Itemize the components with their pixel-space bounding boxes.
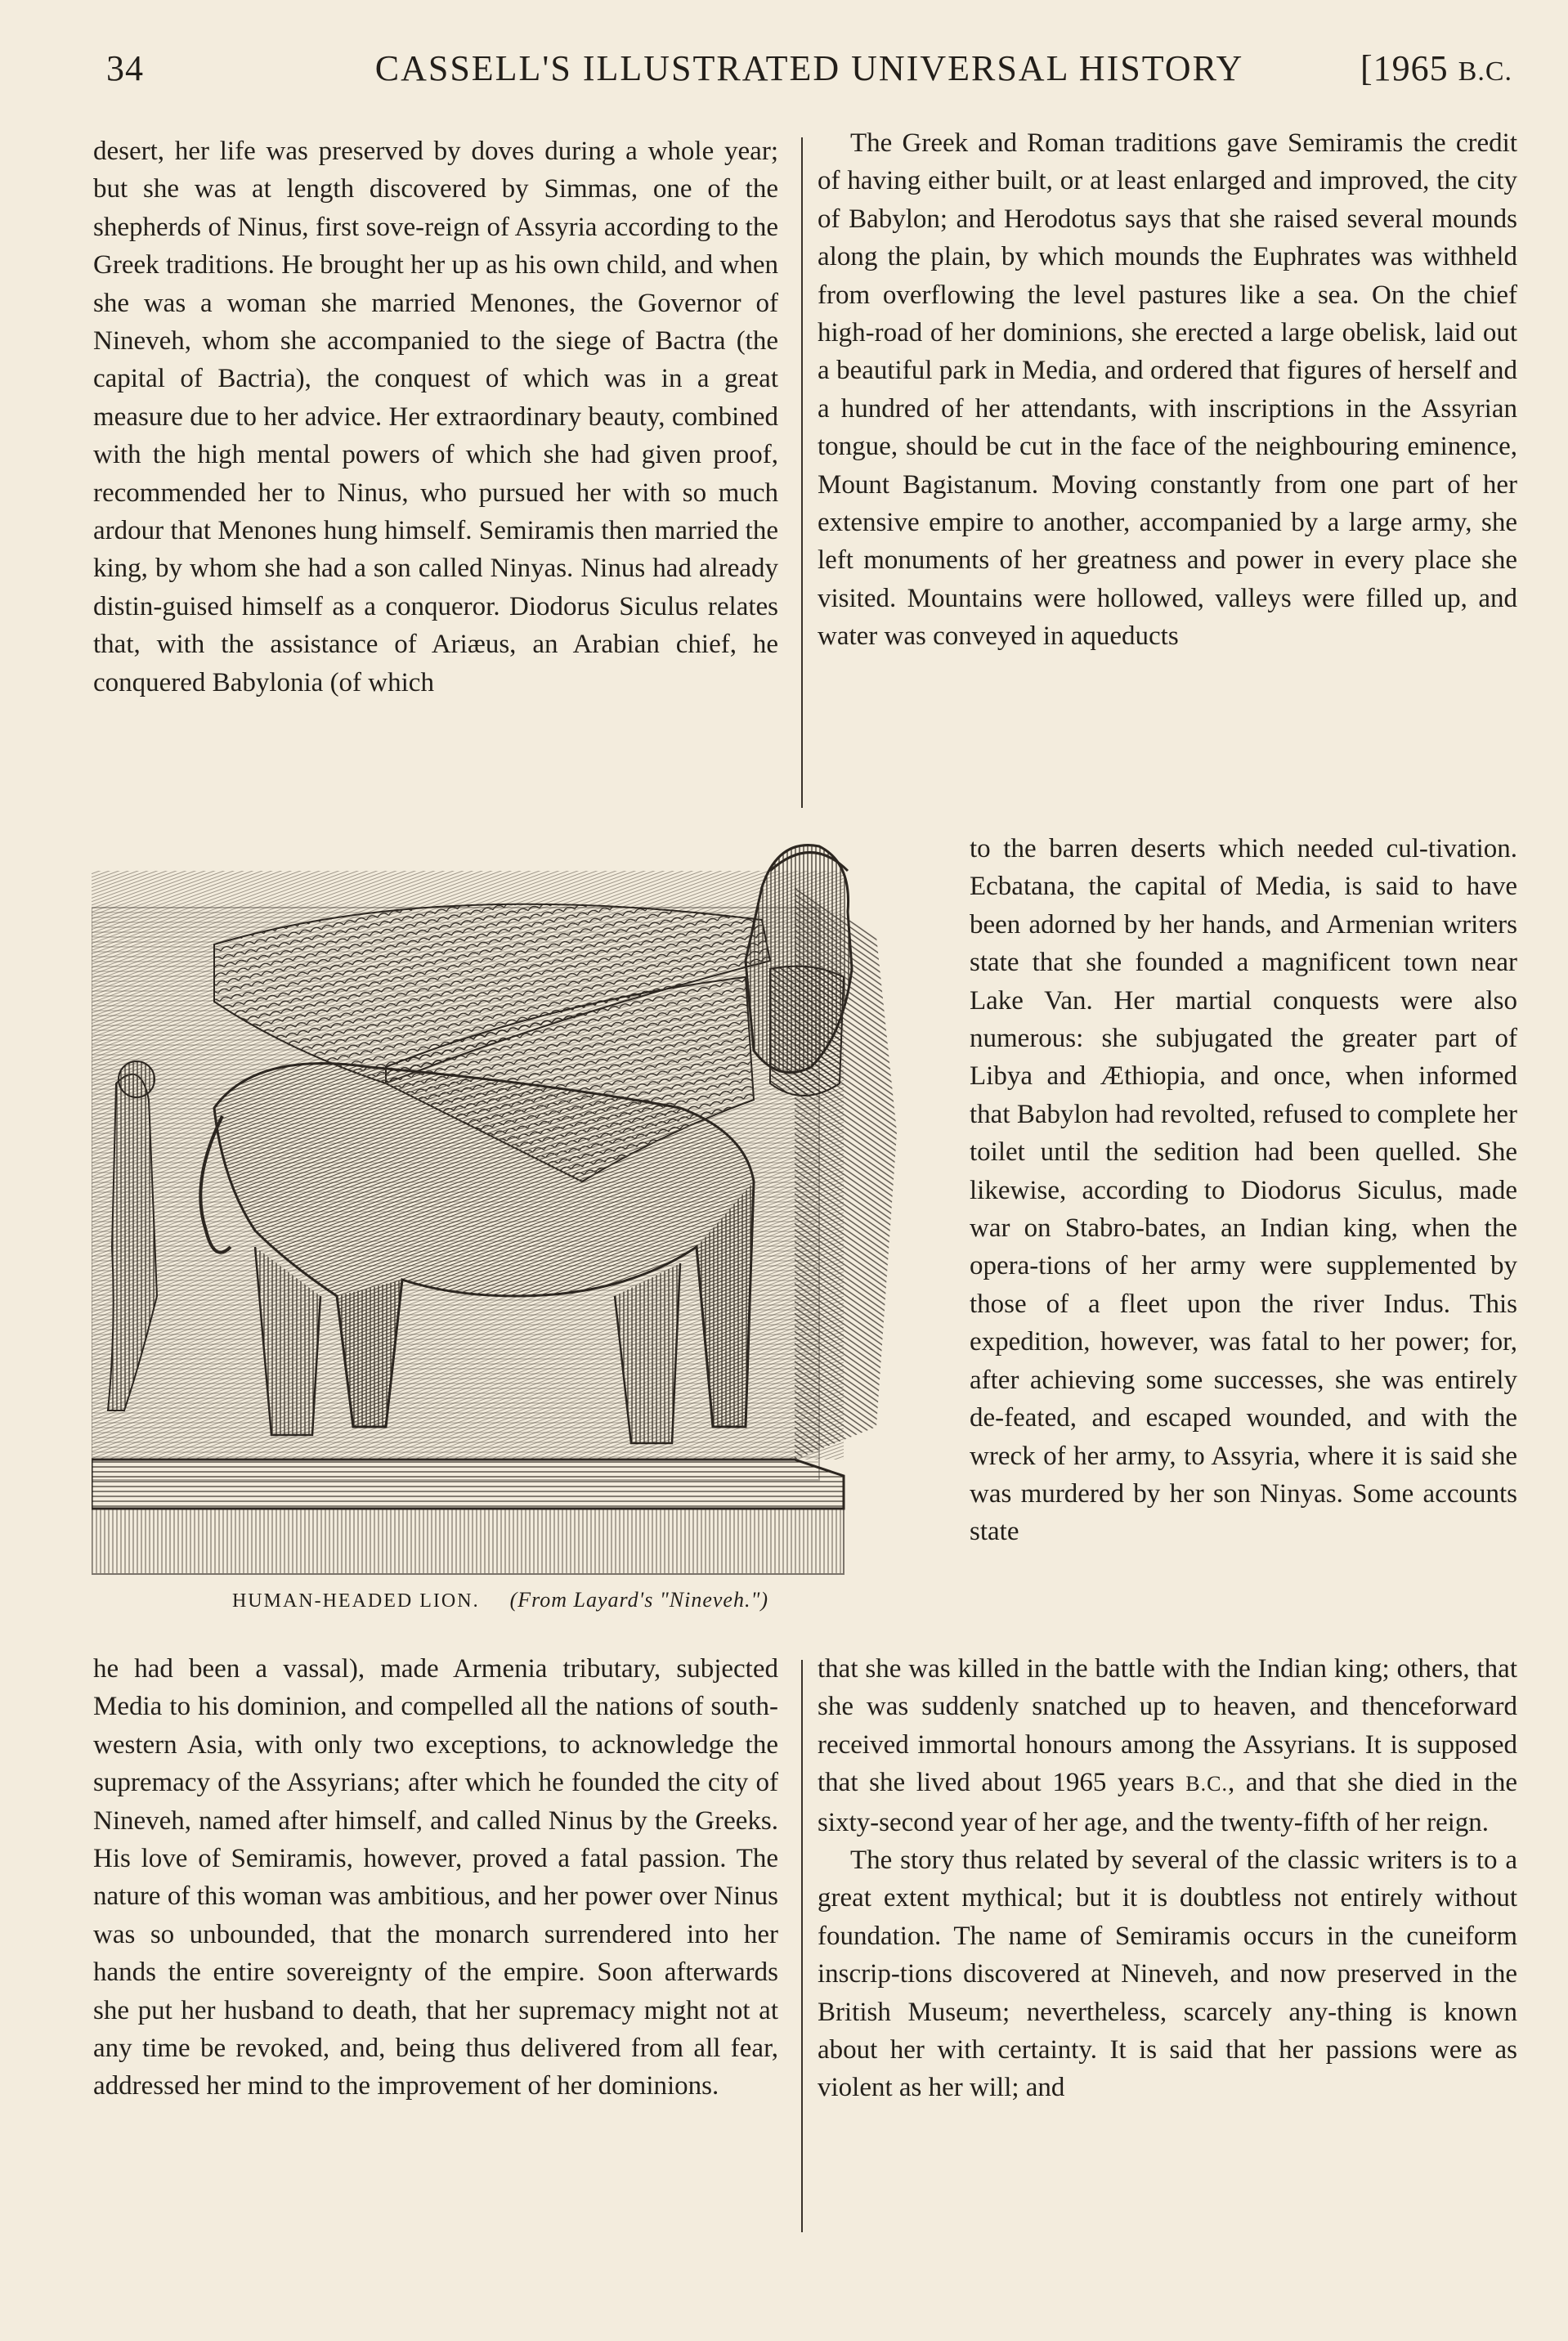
- right-column-middle: [970, 830, 1517, 1648]
- right-column-top: [818, 124, 1517, 827]
- text-run: that she was killed in the battle with the Indian king; others, that she was suddenly snatched up to heaven, and thenceforward received immortal honours among the Assyrians. It is supposed that she lived about 1965 years: [818, 1654, 1517, 1798]
- paragraph: to the barren deserts which needed cul-tivation. Ecbatana, the capital of Media, is said to have been adorned by her hands, and Armenian writers state that she founded a magnificent town near Lake Van. Her martial conquests were also numerous: she subjugated the greater part of Libya and Æthiopia, and once, when informed that Babylon had revolted, refused to complete her toilet until the sedition had been quelled. She likewise, according to Diodorus Siculus, made war on Stabro-bates, an Indian king, when the opera-tions of her army were supplemented by those of a fleet upon the river Indus. This expedition, however, was fatal to her power; for, after achieving some successes, she was entirely de-feated, and escaped wounded, and with the wreck of her army, to Assyria, where it is said she was murdered by her son Ninyas. Some accounts state: [970, 834, 1517, 1547]
- paragraph: The Greek and Roman traditions gave Semiramis the credit of having either built, or at least enlarged and improved, the city of Babylon; and Herodotus says that she raised several mounds along the plain, by which mounds the Euphrates was withheld from overflowing the level pastures like a sea. On the chief high-road of her dominions, she erected a large obelisk, laid out a beautiful park in Media, and ordered that figures of herself and a hundred of her attendants, with inscriptions in the Assyrian tongue, should be cut in the face of the neighbouring eminence, Mount Bagistanum. Moving constantly from one part of her extensive empire to another, accompanied by a large army, she left monuments of her greatness and power in every place she visited. Mountains were hollowed, valleys were filled up, and water was conveyed in aqueducts: [818, 128, 1517, 652]
- right-column-bottom: [818, 1650, 1517, 2239]
- left-column-bottom: [93, 1650, 778, 2239]
- running-header: [106, 47, 1512, 105]
- text-run: , and that she died in the sixty-second year of her age, and the twenty-fifth of her reign.: [818, 1768, 1517, 1837]
- paragraph: The story thus related by several of the classic writers is to a great extent mythical; but it is doubtless not entirely without foundation. The name of Semiramis occurs in the cuneiform inscrip-tions discovered at Nineveh, and now preserved in the British Museum; nevertheless, scarcely any-thing is known about her with certainty. It is said that her passions were as violent as her will; and: [818, 1845, 1517, 2103]
- era-abbrev: B.C.: [1185, 1772, 1228, 1796]
- paragraph: he had been a vassal), made Armenia tributary, subjected Media to his dominion, and compelled all the nations of south-western Asia, with only two exceptions, to acknowledge the supremacy of the Assyrians; after which he founded the city of Nineveh, named after himself, and called Ninus by the Greeks. His love of Semiramis, however, proved a fatal passion. The nature of this woman was ambitious, and her power over Ninus was so unbounded, that the monarch surrendered into her hands the entire sovereignty of the empire. Soon afterwards she put her husband to death, that her supremacy might not at any time be revoked, and, being thus delivered from all fear, addressed her mind to the improvement of her dominions.: [93, 1654, 778, 2101]
- header-date-era: B.C.: [1458, 56, 1512, 87]
- paragraph: [818, 1650, 1517, 1841]
- lamassu-engraving: [92, 838, 909, 1582]
- header-date-year: [1965: [1360, 48, 1458, 88]
- figure-caption: [92, 1588, 909, 1612]
- lion-illustration: [92, 838, 909, 1582]
- header-date: [1360, 47, 1512, 89]
- column-rule: [801, 137, 803, 808]
- left-column-top: [93, 132, 778, 811]
- page-number: 34: [106, 48, 144, 88]
- caption-title: HUMAN-HEADED LION.: [231, 1590, 480, 1612]
- caption-source: (From Layard's "Nineveh."): [509, 1588, 769, 1612]
- column-rule: [801, 1660, 803, 2232]
- running-title: CASSELL'S ILLUSTRATED UNIVERSAL HISTORY: [374, 48, 1244, 88]
- paragraph: desert, her life was preserved by doves during a whole year; but she was at length discovered by Simmas, one of the shepherds of Ninus, first sove-reign of Assyria according to the Greek traditions. He brought her up as his own child, and when she was a woman she married Menones, the Governor of Nineveh, whom she accompanied to the siege of Bactra (the capital of Bactria), the conquest of which was in a great measure due to her advice. Her extraordinary beauty, combined with the high mental powers of which she had given proof, recommended her to Ninus, who pursued her with so much ardour that Menones hung himself. Semiramis then married the king, by whom she had a son called Ninyas. Ninus had already distin-guised himself as a conqueror. Diodorus Siculus relates that, with the assistance of Ariæus, an Arabian chief, he conquered Babylonia (of which: [93, 137, 778, 697]
